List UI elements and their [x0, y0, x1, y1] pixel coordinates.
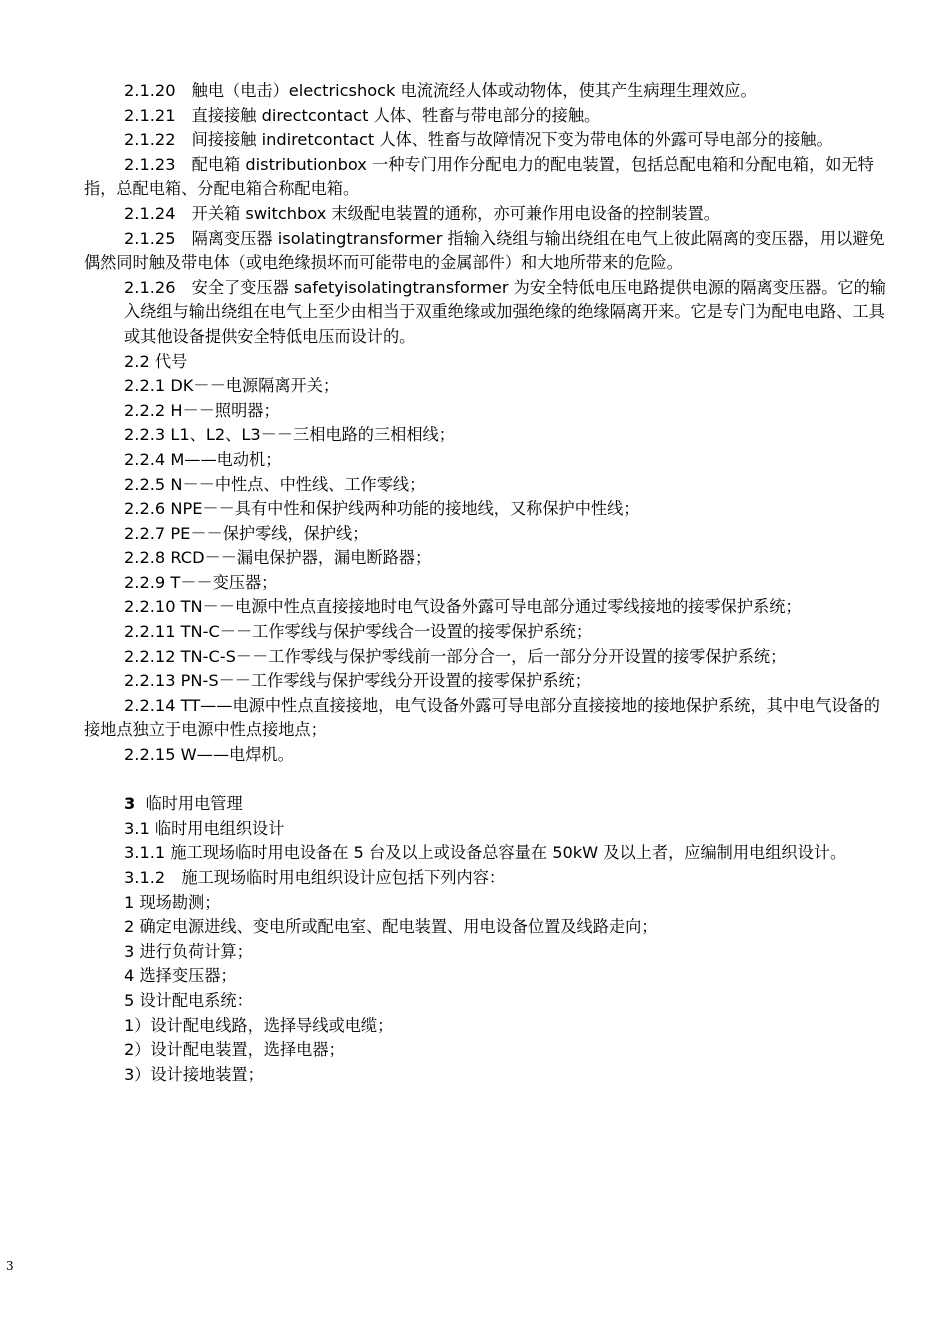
paragraph-2-2-11: 2.2.11 TN-C－－工作零线与保护零线合一设置的接零保护系统；	[124, 622, 593, 642]
paragraph-2-2-12: 2.2.12 TN-C-S－－工作零线与保护零线前一部分合一，后一部分分开设置的接零保护系统；	[124, 646, 787, 666]
paragraph-2-2-10: 2.2.10 TN－－电源中性点直接接地时电气设备外露可导电部分通过零线接地的接零保护系统；	[124, 597, 802, 617]
list-item-1: 1 现场勘测；	[124, 892, 221, 912]
paragraph-2-2-3: 2.2.3 L1、L2、L3－－三相电路的三相相线；	[124, 425, 455, 445]
paragraph-2-2-9: 2.2.9 T－－变压器；	[124, 572, 278, 592]
paragraph-2-1-21: 2.1.21 直接接触 directcontact 人体、牲畜与带电部分的接触。	[124, 105, 601, 125]
paragraph-2-1-22: 2.1.22 间接接触 indiretcontact 人体、牲畜与故障情况下变为带电体的外露可导电部分的接触。	[124, 130, 833, 150]
paragraph-2-1-26: 2.1.26 安全了变压器 safetyisolatingtransformer 为安全特低电压电路提供电源的隔离变压器。它的输入绕组与输出绕组在电气上至少由相当于双重绝缘或加强绝缘的绝缘隔离开来。它是专门为配电电路、工具或其他设备提供安全特低电压而设计的。	[124, 277, 886, 346]
paragraph-2-2-5: 2.2.5 N－－中性点、中性线、工作零线；	[124, 474, 426, 494]
paragraph-2-1-25: 2.1.25 隔离变压器 isolatingtransformer 指输入绕组与输出绕组在电气上彼此隔离的变压器，用以避免偶然同时触及带电体（或电绝缘损坏而可能带电的金属部件）和大地所带来的危险。	[84, 228, 885, 273]
paragraph-2-2-15: 2.2.15 W——电焊机。	[124, 745, 294, 765]
sub-item-3: 3）设计接地装置；	[124, 1064, 264, 1084]
paragraph-2-2-13: 2.2.13 PN-S－－工作零线与保护零线分开设置的接零保护系统；	[124, 671, 591, 691]
list-item-2: 2 确定电源进线、变电所或配电室、配电装置、用电设备位置及线路走向；	[124, 917, 658, 937]
section-3-heading	[84, 792, 892, 817]
heading-3-1: 3.1 临时用电组织设计	[124, 818, 285, 838]
paragraph-2-2-6: 2.2.6 NPE－－具有中性和保护线两种功能的接地线，又称保护中性线；	[124, 499, 640, 519]
list-item-3: 3 进行负荷计算；	[124, 941, 253, 961]
sub-item-2: 2）设计配电装置，选择电器；	[124, 1040, 345, 1060]
heading-2-2: 2.2 代号	[124, 351, 188, 371]
paragraph-2-2-1: 2.2.1 DK－－电源隔离开关；	[124, 376, 340, 396]
paragraph-2-1-23: 2.1.23 配电箱 distributionbox 一种专门用作分配电力的配电装置，包括总配电箱和分配电箱，如无特指，总配电箱、分配电箱合称配电箱。	[84, 154, 874, 199]
page-number: 3	[6, 1259, 14, 1273]
document-body	[84, 79, 892, 1087]
paragraph-2-2-2: 2.2.2 H－－照明器；	[124, 400, 280, 420]
paragraph-2-2-7: 2.2.7 PE－－保护零线，保护线；	[124, 523, 369, 543]
paragraph-2-1-24: 2.1.24 开关箱 switchbox 末级配电装置的通称，亦可兼作用电设备的控制装置。	[124, 203, 720, 223]
paragraph-3-1-1: 3.1.1 施工现场临时用电设备在 5 台及以上或设备总容量在 50kW 及以上者，应编制用电组织设计。	[124, 843, 847, 863]
list-item-5: 5 设计配电系统：	[124, 990, 253, 1010]
paragraph-2-2-14: 2.2.14 TT——电源中性点直接接地，电气设备外露可导电部分直接接地的接地保护系统，其中电气设备的接地点独立于电源中性点接地点；	[84, 695, 880, 740]
section-3-number: 3	[124, 794, 136, 814]
paragraph-2-1-20: 2.1.20 触电（电击）electricshock 电流流经人体或动物体，使其产生病理生理效应。	[124, 81, 757, 100]
paragraph-3-1-2: 3.1.2 施工现场临时用电组织设计应包括下列内容：	[124, 868, 506, 887]
sub-item-1: 1）设计配电线路，选择导线或电缆；	[124, 1015, 394, 1035]
paragraph-2-2-4: 2.2.4 M——电动机；	[124, 449, 282, 469]
section-3-title: 临时用电管理	[145, 794, 243, 814]
paragraph-2-2-8: 2.2.8 RCD－－漏电保护器，漏电断路器；	[124, 548, 432, 568]
blank-line	[84, 768, 892, 793]
list-item-4: 4 选择变压器；	[124, 966, 237, 986]
